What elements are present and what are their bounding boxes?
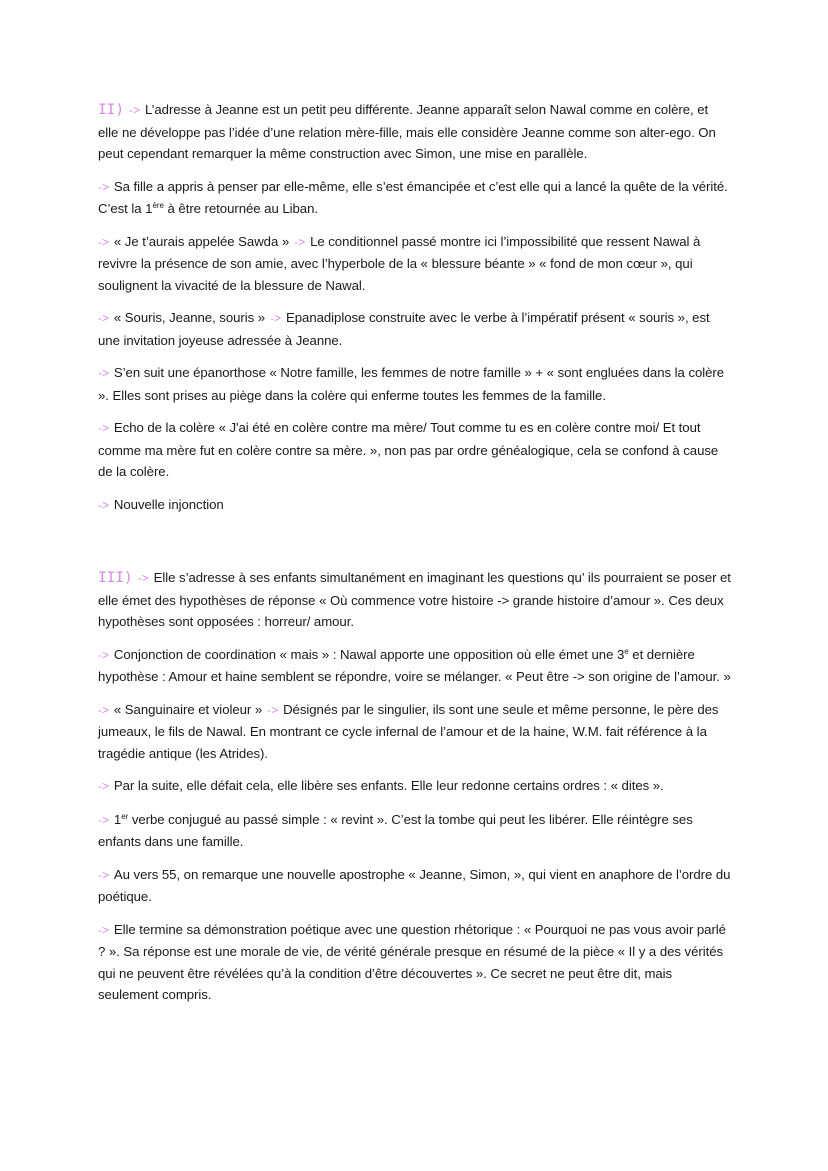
section3-paragraph-5 (98, 809, 732, 853)
paragraph-text: Le conditionnel passé montre ici l’impossibilité que ressent Nawal à revivre la présence de son amie, avec l’hyperbole de la « blessure béante » « fond de mon cœur », qui soulignent la vivacité de la blessure de Nawal. (98, 233, 701, 293)
quote-text: « Souris, Jeanne, souris » (113, 310, 266, 325)
section2-paragraph-3 (98, 231, 732, 297)
superscript: e (624, 646, 629, 656)
arrow-icon: -> (98, 311, 109, 325)
paragraph-text: Conjonction de coordination « mais » : Nawal apporte une opposition où elle émet une 3 (113, 646, 625, 662)
arrow-icon: -> (98, 922, 109, 937)
section2-paragraph-5 (98, 362, 732, 406)
quote-text: « Je t’aurais appelée Sawda » (113, 233, 290, 249)
section2-paragraph-2 (98, 176, 732, 220)
section2-intro-paragraph (98, 99, 732, 165)
arrow-icon: -> (98, 867, 109, 882)
section3-paragraph-6 (98, 864, 732, 908)
section2-paragraph-4 (98, 307, 732, 351)
arrow-icon: -> (137, 571, 149, 585)
arrow-icon: -> (267, 702, 279, 717)
arrow-icon: -> (98, 812, 109, 827)
paragraph-text: S’en suit une épanorthose « Notre famille, les femmes de notre famille » + « sont engluées dans la colère ». Elles sont prises au piège dans la colère qui enferme toutes les femmes de la famille. (98, 365, 725, 403)
section3-paragraph-2 (98, 644, 732, 688)
section3-paragraph-4 (98, 775, 732, 798)
paragraph-text: Elle s’adresse à ses enfants simultanément en imaginant les questions qu’ ils pourraient se poser et elle émet des hypothèses de réponse « Où commence votre histoire -> grande histoire d’amour ». Ces deux hypothèses sont opposées : horreur/ amour. (98, 570, 731, 629)
paragraph-text: et dernière hypothèse : Amour et haine semblent se répondre, voire se mélanger. « Peut être -> son origine de l’amour. » (98, 646, 731, 684)
arrow-icon: -> (129, 103, 140, 117)
paragraph-text: Sa fille a appris à penser par elle-même, elle s’est émancipée et c’est elle qui a lancé la quête de la vérité. C’est la 1 (98, 178, 728, 216)
paragraph-text: à être retournée au Liban. (163, 201, 318, 216)
paragraph-text: Nouvelle injonction (113, 496, 224, 512)
arrow-icon: -> (98, 702, 109, 717)
arrow-icon: -> (98, 647, 109, 662)
section3-marker: III) (98, 570, 133, 586)
arrow-icon: -> (294, 234, 306, 249)
section2-marker: II) (98, 102, 125, 118)
arrow-icon: -> (98, 234, 109, 249)
arrow-icon: -> (98, 366, 109, 380)
document-page (98, 99, 732, 1017)
paragraph-text: verbe conjugué au passé simple : « revint ». C’est la tombe qui peut les libérer. Elle réintègre ses enfants dans une famille. (98, 811, 693, 849)
arrow-icon: -> (270, 311, 281, 325)
paragraph-text: Echo de la colère « J'ai été en colère contre ma mère/ Tout comme tu es en colère contre moi/ Et tout comme ma mère fut en colère contre sa mère. », non pas par ordre généalogique, cela se confond à cause de la colère. (98, 420, 719, 479)
paragraph-text: Epanadiplose construite avec le verbe à l’impératif présent « souris », est une invitation joyeuse adressée à Jeanne. (98, 310, 710, 348)
section2-paragraph-7 (98, 494, 732, 517)
paragraph-text: Par la suite, elle défait cela, elle libère ses enfants. Elle leur redonne certains ordres : « dites ». (113, 778, 664, 793)
arrow-icon: -> (98, 779, 109, 793)
arrow-icon: -> (98, 179, 109, 194)
section3-paragraph-7 (98, 919, 732, 1006)
section3-paragraph-3 (98, 699, 732, 765)
paragraph-text: 1 (113, 811, 122, 827)
paragraph-text: L’adresse à Jeanne est un petit peu différente. Jeanne apparaît selon Nawal comme en colère, et elle ne développe pas l’idée d’une relation mère-fille, mais elle considère Jeanne comme son alter-ego. On peut cependant remarquer la même construction avec Simon, une mise en parallèle. (98, 102, 716, 161)
superscript: er (121, 811, 129, 821)
arrow-icon: -> (98, 421, 109, 435)
arrow-icon: -> (98, 497, 109, 512)
quote-text: « Sanguinaire et violeur » (113, 701, 263, 717)
superscript: ère (152, 201, 164, 210)
section-spacer (98, 527, 732, 567)
paragraph-text: Désignés par le singulier, ils sont une seule et même personne, le père des jumeaux, le fils de Nawal. En montrant ce cycle infernal de l’amour et de la haine, W.M. fait référence à la tragédie antique (les Atrides). (98, 701, 719, 761)
section2-paragraph-6 (98, 417, 732, 483)
paragraph-text: Au vers 55, on remarque une nouvelle apostrophe « Jeanne, Simon, », qui vient en anaphore de l’ordre du poétique. (98, 866, 731, 904)
paragraph-text: Elle termine sa démonstration poétique avec une question rhétorique : « Pourquoi ne pas vous avoir parlé ? ». Sa réponse est une morale de vie, de vérité générale presque en résumé de la pièce « Il y a des vérités qui ne peuvent être révélées qu’à la condition d’être découvertes ». Ce secret ne peut être dit, mais seulement compris. (98, 921, 726, 1002)
section3-intro-paragraph (98, 567, 732, 633)
